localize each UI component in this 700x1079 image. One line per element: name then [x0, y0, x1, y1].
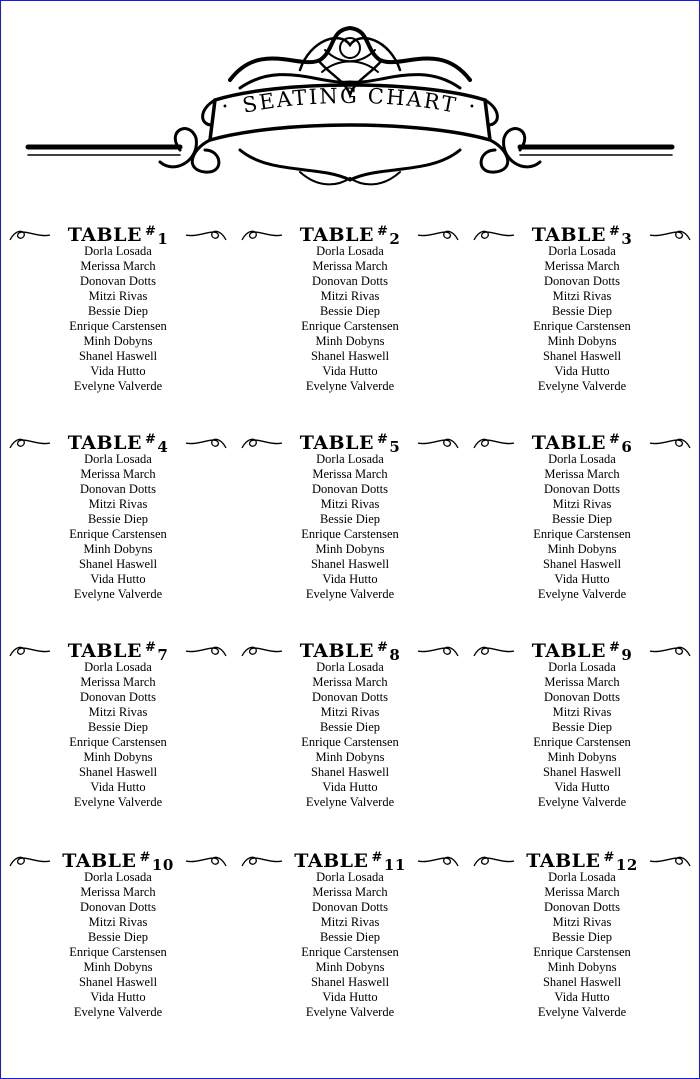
guest-name: Merissa March	[80, 467, 156, 481]
guest-name: Bessie Diep	[319, 512, 381, 526]
guest-name: Enrique Carstensen	[301, 319, 399, 333]
swirl-flourish-icon	[472, 642, 516, 660]
guest-name: Enrique Carstensen	[301, 735, 399, 749]
table-card-5	[234, 430, 466, 602]
guest-name: Enrique Carstensen	[533, 945, 631, 959]
guest-name: Bessie Diep	[551, 930, 613, 944]
swirl-flourish-icon	[416, 642, 460, 660]
guest-name: Donovan Dotts	[311, 690, 389, 704]
guest-name: Bessie Diep	[551, 304, 613, 318]
guest-name: Dorla Losada	[316, 660, 384, 674]
guest-name: Bessie Diep	[87, 512, 149, 526]
guest-name: Shanel Haswell	[78, 975, 158, 989]
guest-name: Bessie Diep	[87, 930, 149, 944]
guest-name: Shanel Haswell	[78, 765, 158, 779]
table-title: TABLE #1	[67, 224, 169, 248]
table-header	[234, 848, 466, 876]
guest-name: Minh Dobyns	[83, 960, 153, 974]
guest-name: Bessie Diep	[319, 930, 381, 944]
guest-name: Shanel Haswell	[542, 765, 622, 779]
guest-name: Merissa March	[80, 885, 156, 899]
guest-name: Minh Dobyns	[547, 750, 617, 764]
swirl-flourish-icon	[184, 642, 228, 660]
guest-name: Evelyne Valverde	[305, 587, 395, 601]
guest-name: Enrique Carstensen	[533, 319, 631, 333]
guest-name: Enrique Carstensen	[69, 527, 167, 541]
table-title: TABLE #12	[526, 850, 638, 874]
guest-name: Merissa March	[312, 885, 388, 899]
guest-name: Dorla Losada	[548, 452, 616, 466]
swirl-flourish-icon	[648, 226, 692, 244]
swirl-flourish-icon	[240, 434, 284, 452]
guest-name: Minh Dobyns	[315, 334, 385, 348]
guest-name: Shanel Haswell	[78, 349, 158, 363]
table-title: TABLE #6	[531, 432, 633, 456]
table-card-4	[2, 430, 234, 602]
table-card-10	[2, 848, 234, 1020]
guest-name: Enrique Carstensen	[533, 527, 631, 541]
guest-name: Mitzi Rivas	[552, 497, 612, 511]
guest-name: Merissa March	[312, 467, 388, 481]
guest-name: Merissa March	[544, 259, 620, 273]
swirl-flourish-icon	[648, 852, 692, 870]
swirl-flourish-icon	[184, 226, 228, 244]
guest-name: Donovan Dotts	[79, 482, 157, 496]
table-card-9	[466, 638, 698, 810]
swirl-flourish-icon	[416, 852, 460, 870]
guest-name: Enrique Carstensen	[533, 735, 631, 749]
guest-name: Dorla Losada	[548, 870, 616, 884]
swirl-flourish-icon	[648, 642, 692, 660]
guest-name: Donovan Dotts	[79, 274, 157, 288]
guest-name: Merissa March	[80, 675, 156, 689]
table-header	[2, 222, 234, 250]
guest-name: Evelyne Valverde	[537, 587, 627, 601]
guest-name: Shanel Haswell	[310, 765, 390, 779]
guest-name: Evelyne Valverde	[305, 379, 395, 393]
guest-name: Vida Hutto	[322, 364, 378, 378]
guest-name: Vida Hutto	[90, 780, 146, 794]
guest-name: Dorla Losada	[548, 660, 616, 674]
guest-name: Dorla Losada	[84, 660, 152, 674]
guest-name: Evelyne Valverde	[305, 795, 395, 809]
table-title: TABLE #4	[67, 432, 169, 456]
guest-name: Shanel Haswell	[310, 975, 390, 989]
guest-list	[466, 870, 698, 1020]
guest-name: Evelyne Valverde	[537, 795, 627, 809]
table-title: TABLE #2	[299, 224, 401, 248]
guest-name: Merissa March	[80, 259, 156, 273]
guest-name: Dorla Losada	[548, 244, 616, 258]
guest-name: Enrique Carstensen	[301, 945, 399, 959]
guest-name: Mitzi Rivas	[88, 915, 148, 929]
guest-name: Mitzi Rivas	[88, 497, 148, 511]
guest-name: Mitzi Rivas	[320, 915, 380, 929]
guest-name: Dorla Losada	[84, 452, 152, 466]
table-card-2	[234, 222, 466, 394]
table-title: TABLE #8	[299, 640, 401, 664]
guest-name: Minh Dobyns	[83, 750, 153, 764]
table-card-8	[234, 638, 466, 810]
guest-name: Donovan Dotts	[79, 900, 157, 914]
table-header	[234, 638, 466, 666]
guest-name: Donovan Dotts	[543, 482, 621, 496]
guest-list	[466, 660, 698, 810]
guest-name: Minh Dobyns	[315, 542, 385, 556]
guest-name: Donovan Dotts	[543, 900, 621, 914]
guest-name: Minh Dobyns	[547, 542, 617, 556]
table-title: TABLE #11	[294, 850, 406, 874]
table-header	[2, 638, 234, 666]
scroll-banner-icon	[0, 0, 700, 200]
guest-name: Vida Hutto	[322, 990, 378, 1004]
guest-name: Minh Dobyns	[83, 334, 153, 348]
guest-name: Bessie Diep	[319, 720, 381, 734]
guest-name: Donovan Dotts	[311, 274, 389, 288]
swirl-flourish-icon	[8, 642, 52, 660]
guest-name: Mitzi Rivas	[552, 705, 612, 719]
guest-name: Vida Hutto	[90, 572, 146, 586]
guest-name: Donovan Dotts	[79, 690, 157, 704]
guest-name: Minh Dobyns	[83, 542, 153, 556]
guest-name: Merissa March	[544, 885, 620, 899]
swirl-flourish-icon	[8, 852, 52, 870]
guest-name: Shanel Haswell	[310, 349, 390, 363]
guest-name: Mitzi Rivas	[320, 705, 380, 719]
guest-name: Shanel Haswell	[542, 557, 622, 571]
table-header	[466, 222, 698, 250]
table-header	[234, 430, 466, 458]
guest-name: Shanel Haswell	[78, 557, 158, 571]
title-dot-right: •	[469, 102, 475, 113]
title-dot-left: •	[222, 102, 228, 113]
guest-name: Shanel Haswell	[542, 975, 622, 989]
guest-list	[2, 660, 234, 810]
guest-name: Vida Hutto	[322, 780, 378, 794]
guest-name: Evelyne Valverde	[73, 795, 163, 809]
table-title: TABLE #9	[531, 640, 633, 664]
guest-name: Enrique Carstensen	[69, 735, 167, 749]
guest-name: Dorla Losada	[316, 244, 384, 258]
guest-name: Vida Hutto	[90, 990, 146, 1004]
swirl-flourish-icon	[416, 434, 460, 452]
guest-name: Mitzi Rivas	[88, 289, 148, 303]
guest-name: Dorla Losada	[316, 870, 384, 884]
guest-name: Vida Hutto	[554, 990, 610, 1004]
guest-name: Merissa March	[544, 467, 620, 481]
guest-name: Mitzi Rivas	[552, 915, 612, 929]
swirl-flourish-icon	[240, 642, 284, 660]
guest-name: Dorla Losada	[84, 870, 152, 884]
swirl-flourish-icon	[240, 852, 284, 870]
table-card-7	[2, 638, 234, 810]
guest-name: Minh Dobyns	[547, 334, 617, 348]
guest-list	[234, 452, 466, 602]
header-banner	[0, 0, 700, 200]
table-title: TABLE #10	[62, 850, 174, 874]
guest-name: Donovan Dotts	[543, 274, 621, 288]
guest-name: Merissa March	[544, 675, 620, 689]
guest-list	[466, 244, 698, 394]
guest-list	[234, 870, 466, 1020]
table-header	[234, 222, 466, 250]
page-title: SEATING CHART	[240, 83, 460, 118]
swirl-flourish-icon	[184, 852, 228, 870]
guest-name: Mitzi Rivas	[320, 497, 380, 511]
guest-name: Bessie Diep	[551, 512, 613, 526]
guest-list	[234, 244, 466, 394]
guest-name: Dorla Losada	[316, 452, 384, 466]
table-header	[466, 638, 698, 666]
guest-name: Evelyne Valverde	[73, 1005, 163, 1019]
guest-name: Bessie Diep	[551, 720, 613, 734]
table-title: TABLE #3	[531, 224, 633, 248]
guest-list	[2, 244, 234, 394]
table-header	[466, 430, 698, 458]
guest-list	[2, 870, 234, 1020]
table-header	[2, 430, 234, 458]
guest-name: Enrique Carstensen	[69, 945, 167, 959]
guest-name: Minh Dobyns	[315, 750, 385, 764]
guest-name: Evelyne Valverde	[305, 1005, 395, 1019]
guest-name: Vida Hutto	[554, 572, 610, 586]
swirl-flourish-icon	[472, 434, 516, 452]
guest-name: Evelyne Valverde	[537, 1005, 627, 1019]
guest-list	[234, 660, 466, 810]
guest-name: Enrique Carstensen	[301, 527, 399, 541]
table-card-6	[466, 430, 698, 602]
guest-name: Mitzi Rivas	[88, 705, 148, 719]
guest-name: Shanel Haswell	[542, 349, 622, 363]
guest-name: Bessie Diep	[87, 304, 149, 318]
table-header	[466, 848, 698, 876]
guest-name: Mitzi Rivas	[320, 289, 380, 303]
swirl-flourish-icon	[8, 434, 52, 452]
guest-name: Minh Dobyns	[547, 960, 617, 974]
swirl-flourish-icon	[648, 434, 692, 452]
swirl-flourish-icon	[240, 226, 284, 244]
table-card-11	[234, 848, 466, 1020]
guest-list	[466, 452, 698, 602]
guest-name: Vida Hutto	[90, 364, 146, 378]
guest-name: Dorla Losada	[84, 244, 152, 258]
table-card-12	[466, 848, 698, 1020]
guest-name: Bessie Diep	[319, 304, 381, 318]
guest-name: Vida Hutto	[322, 572, 378, 586]
guest-name: Donovan Dotts	[311, 900, 389, 914]
guest-name: Shanel Haswell	[310, 557, 390, 571]
table-title: TABLE #7	[67, 640, 169, 664]
guest-name: Vida Hutto	[554, 364, 610, 378]
guest-name: Minh Dobyns	[315, 960, 385, 974]
guest-name: Evelyne Valverde	[73, 587, 163, 601]
guest-name: Enrique Carstensen	[69, 319, 167, 333]
swirl-flourish-icon	[472, 226, 516, 244]
swirl-flourish-icon	[8, 226, 52, 244]
guest-name: Bessie Diep	[87, 720, 149, 734]
guest-name: Merissa March	[312, 259, 388, 273]
table-card-3	[466, 222, 698, 394]
guest-name: Evelyne Valverde	[537, 379, 627, 393]
table-header	[2, 848, 234, 876]
swirl-flourish-icon	[184, 434, 228, 452]
table-card-1	[2, 222, 234, 394]
table-title: TABLE #5	[299, 432, 401, 456]
guest-name: Vida Hutto	[554, 780, 610, 794]
guest-name: Evelyne Valverde	[73, 379, 163, 393]
guest-name: Mitzi Rivas	[552, 289, 612, 303]
guest-name: Merissa March	[312, 675, 388, 689]
guest-name: Donovan Dotts	[543, 690, 621, 704]
guest-name: Donovan Dotts	[311, 482, 389, 496]
swirl-flourish-icon	[416, 226, 460, 244]
guest-list	[2, 452, 234, 602]
swirl-flourish-icon	[472, 852, 516, 870]
